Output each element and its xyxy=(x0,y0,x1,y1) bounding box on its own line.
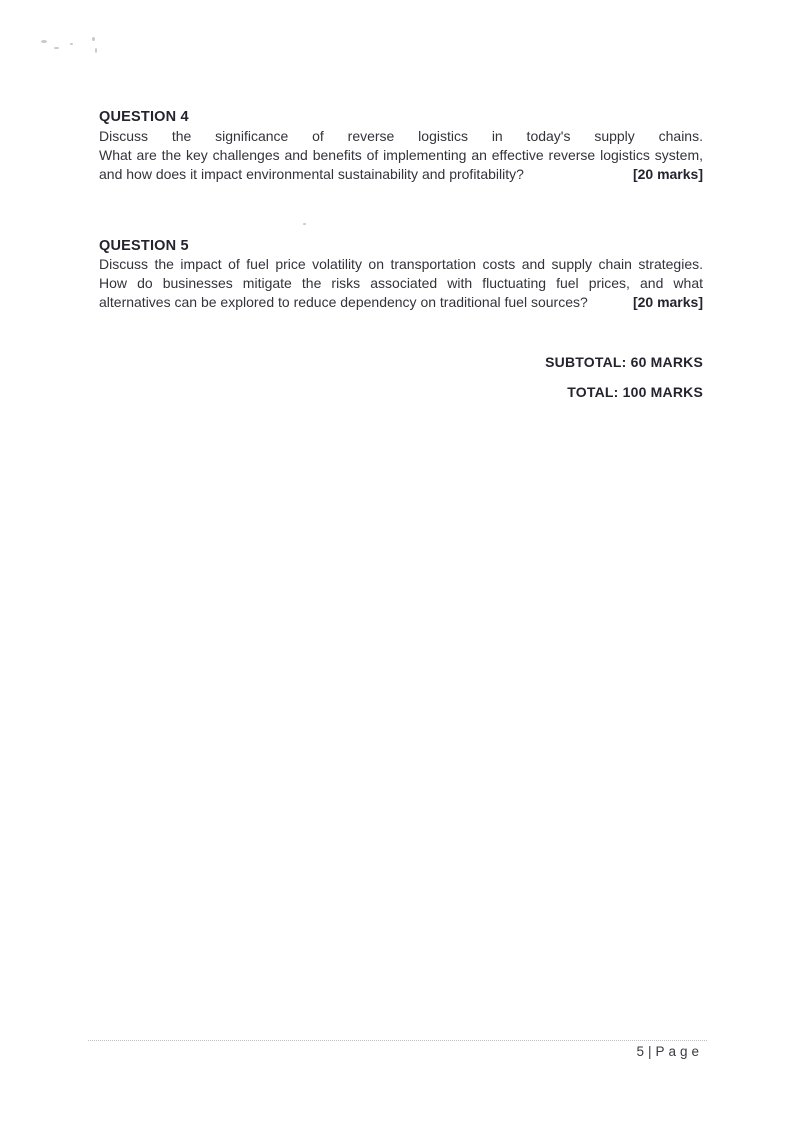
question-4-body xyxy=(99,127,703,183)
question-5-line-3 xyxy=(99,293,703,312)
scan-artifact xyxy=(41,40,47,43)
question-5-heading: QUESTION 5 xyxy=(99,238,189,255)
footer-divider-line xyxy=(88,1040,707,1041)
subtotal-marks: SUBTOTAL: 60 MARKS xyxy=(545,354,703,370)
footer-page-number: 5 xyxy=(636,1044,648,1059)
scan-artifact xyxy=(70,43,73,45)
scan-artifact xyxy=(95,48,97,53)
scan-artifact xyxy=(92,37,95,41)
question-4-marks: [20 marks] xyxy=(632,165,703,182)
question-5-body xyxy=(99,255,703,311)
question-5-line-3-text: alternatives can be explored to reduce dependency on traditional fuel sources? xyxy=(99,293,588,310)
question-4-heading: QUESTION 4 xyxy=(99,109,189,126)
footer-separator: | xyxy=(647,1044,656,1059)
question-5-marks: [20 marks] xyxy=(632,293,703,310)
question-4-line-2: What are the key challenges and benefits of implementing an effective reverse logistics system, xyxy=(99,146,703,163)
scan-artifact xyxy=(54,47,59,49)
total-marks: TOTAL: 100 MARKS xyxy=(567,384,703,400)
question-4-line-3-text: and how does it impact environmental sustainability and profitability? xyxy=(99,165,524,182)
page-footer xyxy=(99,1043,703,1060)
question-4-line-3 xyxy=(99,165,703,184)
footer-page-word: Page xyxy=(655,1044,703,1059)
question-5-line-1: Discuss the impact of fuel price volatility on transportation costs and supply chain strategies. xyxy=(99,256,703,272)
question-5-line-2: How do businesses mitigate the risks associated with fluctuating fuel prices, and what xyxy=(99,274,703,291)
scan-artifact xyxy=(303,223,306,225)
question-4-line-1: Discuss the significance of reverse logistics in today's supply chains. xyxy=(99,128,703,144)
